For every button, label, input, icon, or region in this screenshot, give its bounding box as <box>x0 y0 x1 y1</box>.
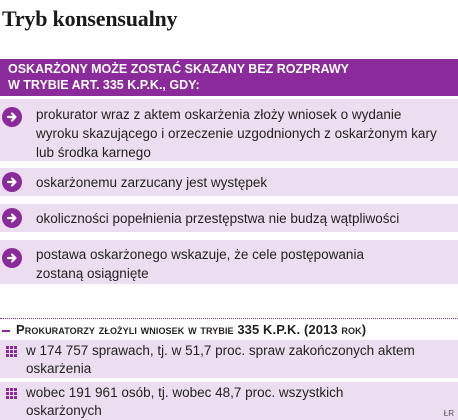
criterion-line: lub środka karnego <box>36 145 151 160</box>
criterion-item <box>0 204 458 232</box>
criterion-line: wyroku skazującego i orzeczenie uzgodnionych z oskarżonym kary <box>36 126 437 141</box>
stat-line: w 174 757 sprawach, tj. w 51,7 proc. spraw zakończonych aktem <box>26 343 415 358</box>
criterion-text <box>36 173 450 192</box>
arrow-right-icon <box>2 107 22 127</box>
criterion-item <box>0 99 458 161</box>
arrow-right-icon <box>2 172 22 192</box>
criterion-line: postawa oskarżonego wskazuje, że cele postępowania <box>36 247 364 262</box>
arrow-right-icon <box>2 208 22 228</box>
stat-item <box>0 382 458 420</box>
criterion-line: prokurator wraz z aktem oskarżenia złoży wniosek o wydanie <box>36 107 402 122</box>
criterion-text <box>36 105 450 162</box>
stat-text <box>26 384 452 419</box>
criterion-line: zostaną osiągnięte <box>36 266 149 281</box>
arrow-right-icon <box>2 248 22 268</box>
grid-dots-icon <box>6 344 17 355</box>
criterion-line: oskarżonemu zarzucany jest występek <box>36 175 268 190</box>
criterion-text <box>36 209 450 228</box>
criterion-item <box>0 168 458 196</box>
stat-line: oskarżenia <box>26 360 92 376</box>
criterion-item <box>0 240 458 284</box>
stat-item <box>0 340 458 378</box>
banner-line-2: W TRYBIE ART. 335 K.P.K., GDY: <box>8 77 200 92</box>
page-title: Tryb konsensualny <box>2 6 178 31</box>
author-credit: ŁR <box>443 409 454 418</box>
criterion-text <box>36 245 450 283</box>
banner-line-1: OSKARŻONY MOŻE ZOSTAĆ SKAZANY BEZ ROZPRAWY <box>8 62 349 76</box>
stats-divider <box>0 318 458 320</box>
criteria-banner <box>0 59 458 96</box>
stats-title-marker <box>2 330 10 332</box>
criterion-line: okoliczności popełnienia przestępstwa nie budzą wątpliwości <box>36 211 400 226</box>
stats-title: Prokuratorzy złożyli wniosek w trybie 335 K.P.K. (2013 rok) <box>16 322 367 337</box>
grid-dots-icon <box>6 386 17 397</box>
stat-line: oskarżonych <box>26 402 102 418</box>
stat-line: wobec 191 961 osób, tj. wobec 48,7 proc. wszystkich <box>26 385 344 400</box>
stat-text <box>26 342 452 377</box>
